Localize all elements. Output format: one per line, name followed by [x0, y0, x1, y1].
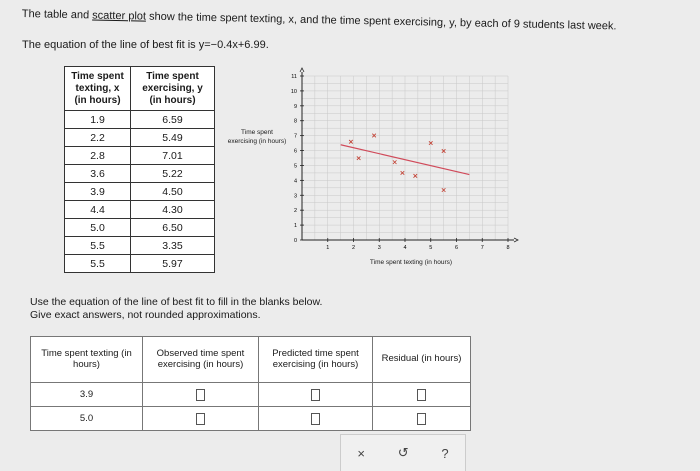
- cell-x: 2.2: [65, 129, 131, 147]
- intro-text-start: The table and: [21, 8, 93, 22]
- table-row: [65, 165, 215, 183]
- header-exercising: Time spent exercising, y (in hours): [131, 67, 215, 111]
- answer-x-value: 5.0: [31, 407, 143, 431]
- answer-header-texting: Time spent texting (in hours): [31, 337, 143, 383]
- answer-header-predicted: Predicted time spent exercising (in hours): [259, 337, 373, 383]
- residual-cell[interactable]: [373, 383, 471, 407]
- cell-y: 4.30: [131, 201, 215, 219]
- predicted-answer-input[interactable]: [311, 389, 320, 401]
- x-tick-label: 8: [506, 245, 510, 251]
- table-row: [65, 237, 215, 255]
- instruction-line-2: Give exact answers, not rounded approximations.: [30, 309, 261, 322]
- residual-answer-input[interactable]: [417, 389, 426, 401]
- instruction-line-1: Use the equation of the line of best fit to fill in the blanks below.: [30, 296, 323, 308]
- cell-x: 5.5: [65, 237, 131, 255]
- answer-toolbar: [340, 434, 466, 471]
- scatter-svg[interactable]: [290, 66, 520, 256]
- observed-cell[interactable]: [143, 383, 259, 407]
- scatter-plot-link[interactable]: scatter plot: [92, 9, 147, 23]
- table-row: [65, 129, 215, 147]
- cell-y: 7.01: [131, 147, 215, 165]
- header-texting: Time spent texting, x (in hours): [65, 67, 131, 111]
- clear-icon[interactable]: ×: [357, 445, 365, 461]
- data-table-header: [65, 67, 215, 111]
- data-table: [64, 66, 215, 273]
- cell-y: 6.59: [131, 111, 215, 129]
- y-tick-label: 10: [290, 88, 297, 95]
- y-tick-label: 4: [293, 178, 297, 185]
- best-fit-equation: The equation of the line of best fit is y=−0.4x+6.99.: [22, 39, 269, 51]
- help-icon[interactable]: ?: [441, 445, 449, 461]
- y-axis-arrow: [300, 68, 304, 72]
- y-tick-label: 1: [293, 223, 297, 230]
- cell-y: 5.49: [131, 129, 215, 147]
- table-row: [31, 407, 471, 431]
- cell-y: 3.35: [131, 237, 215, 255]
- y-tick-label: 11: [291, 74, 297, 80]
- residual-answer-input[interactable]: [417, 413, 426, 425]
- answer-header-residual: Residual (in hours): [373, 337, 471, 383]
- predicted-cell[interactable]: [259, 407, 373, 431]
- cell-x: 4.4: [65, 201, 131, 219]
- data-point: [393, 160, 397, 164]
- y-tick-label: 8: [293, 118, 297, 125]
- answer-table: [30, 336, 471, 431]
- predicted-cell[interactable]: [259, 383, 373, 407]
- problem-intro: [22, 8, 682, 36]
- y-tick-label: 5: [293, 163, 297, 170]
- y-tick-label: 7: [293, 133, 297, 140]
- cell-x: 3.9: [65, 183, 131, 201]
- x-tick-label: 7: [480, 245, 484, 251]
- cell-y: 5.97: [131, 255, 215, 273]
- x-tick-label: 5: [429, 245, 433, 251]
- x-axis-arrow: [514, 238, 518, 242]
- residual-cell[interactable]: [373, 407, 471, 431]
- x-tick-label: 2: [351, 245, 356, 251]
- cell-y: 5.22: [131, 165, 215, 183]
- y-axis-label: Time spent exercising (in hours): [227, 129, 287, 146]
- x-tick-label: 6: [454, 245, 459, 251]
- undo-icon[interactable]: ↺: [397, 445, 409, 460]
- cell-y: 6.50: [131, 219, 215, 237]
- y-tick-label: 3: [293, 193, 297, 200]
- cell-x: 1.9: [65, 111, 131, 129]
- observed-answer-input[interactable]: [196, 413, 205, 425]
- x-tick-label: 3: [377, 245, 381, 251]
- cell-x: 2.8: [65, 147, 131, 165]
- cell-y: 4.50: [131, 183, 215, 201]
- intro-text-end: show the time spent texting, x, and the time spent exercising, y, by each of 9 students last week.: [145, 10, 617, 33]
- observed-answer-input[interactable]: [196, 389, 205, 401]
- table-row: [65, 201, 215, 219]
- y-tick-label: 9: [293, 103, 297, 110]
- cell-x: 3.6: [65, 165, 131, 183]
- x-axis-label: Time spent texting (in hours): [369, 259, 453, 266]
- cell-x: 5.5: [65, 255, 131, 273]
- answer-header-observed: Observed time spent exercising (in hours): [143, 337, 259, 383]
- table-row: [31, 383, 471, 407]
- instructions: [30, 296, 322, 322]
- data-point: [414, 174, 418, 178]
- y-tick-label: 0: [293, 238, 297, 244]
- x-tick-label: 4: [403, 245, 407, 251]
- table-row: [65, 111, 215, 129]
- x-tick-label: 1: [326, 245, 330, 251]
- y-tick-label: 6: [293, 148, 297, 155]
- y-tick-label: 2: [293, 208, 297, 215]
- answer-x-value: 3.9: [31, 383, 143, 407]
- table-row: [65, 255, 215, 273]
- predicted-answer-input[interactable]: [311, 413, 320, 425]
- table-row: [65, 219, 215, 237]
- cell-x: 5.0: [65, 219, 131, 237]
- table-row: [65, 147, 215, 165]
- answer-table-header: [31, 337, 471, 383]
- table-row: [65, 183, 215, 201]
- observed-cell[interactable]: [143, 407, 259, 431]
- scatter-plot[interactable]: [226, 66, 526, 286]
